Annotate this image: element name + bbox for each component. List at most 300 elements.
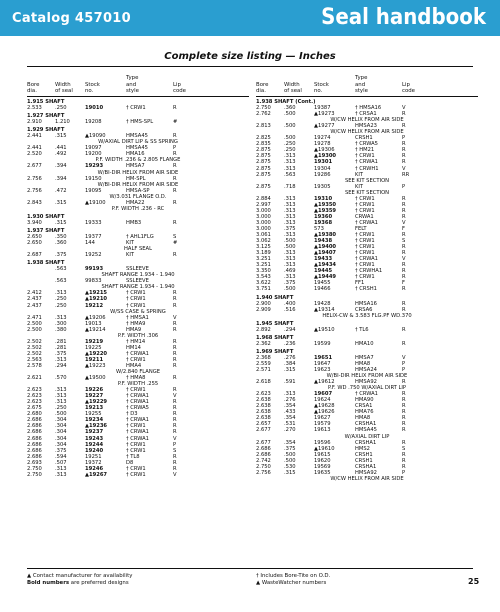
type-style: † CRW1 bbox=[355, 201, 375, 208]
stock-no: ▲19350 bbox=[314, 201, 337, 208]
bore-dia: 2.750 bbox=[27, 471, 42, 478]
lip-code: R bbox=[402, 340, 406, 347]
note-text: W/AXIAL DIRT LIP & SS SPRING bbox=[98, 139, 178, 146]
type-style: † CRW1 bbox=[126, 465, 146, 472]
seal-width: .507 bbox=[55, 459, 67, 466]
bore-dia: 2.909 bbox=[256, 306, 271, 313]
lip-code: R bbox=[402, 153, 406, 160]
column-header-type bbox=[355, 75, 368, 94]
type-style: † HMSA1 bbox=[126, 314, 149, 321]
column-header-lip-line: Lip bbox=[402, 81, 410, 88]
bore-dia: 2.502 bbox=[27, 350, 42, 357]
type-style: † CRW1 bbox=[126, 471, 146, 478]
seal-width: .350 bbox=[55, 233, 67, 240]
seal-width: .315 bbox=[55, 133, 67, 140]
column-header-stock-line: no. bbox=[314, 87, 323, 94]
type-style: † CRW1 bbox=[355, 238, 375, 245]
stock-no: ▲19100 bbox=[85, 199, 106, 206]
stock-no: 19627 bbox=[314, 415, 331, 422]
seal-width: .313 bbox=[55, 399, 67, 406]
seal-width: .433 bbox=[284, 409, 296, 416]
seal-width: .313 bbox=[284, 256, 296, 263]
type-style: † CRW1 bbox=[355, 262, 375, 269]
stock-no: 19293 bbox=[85, 163, 104, 170]
stock-no: ▲19306 bbox=[314, 147, 335, 154]
type-style: HMA22 bbox=[126, 199, 145, 206]
stock-no: 19647 bbox=[314, 360, 331, 367]
lip-code: P bbox=[402, 360, 406, 367]
lip-code: V bbox=[173, 435, 177, 442]
type-style: † CRW1 bbox=[126, 302, 146, 309]
lip-code: R bbox=[402, 409, 406, 416]
stock-no: 19150 bbox=[85, 175, 102, 182]
note-text: W/CW HELIX FROM AIR SIDE bbox=[330, 129, 404, 136]
seal-width: .276 bbox=[284, 397, 296, 404]
type-style: HMA76 bbox=[355, 409, 374, 416]
stock-no: 19010 bbox=[85, 105, 104, 112]
bore-dia: 2.677 bbox=[27, 163, 42, 170]
lip-code: R bbox=[402, 111, 406, 118]
bore-dia: 2.650 bbox=[27, 240, 42, 247]
stock-no: 19304 bbox=[314, 165, 331, 172]
stock-no: 19243 bbox=[85, 435, 104, 442]
seal-width: .304 bbox=[55, 435, 67, 442]
column-header-bore-line: Bore bbox=[27, 81, 40, 88]
stock-no: 19310 bbox=[314, 195, 333, 202]
column-header-type-line: style bbox=[355, 87, 368, 94]
lip-code: R bbox=[173, 290, 177, 297]
seal-width: .594 bbox=[55, 453, 67, 460]
bore-dia: 2.623 bbox=[256, 391, 271, 398]
bore-dia: 2.638 bbox=[256, 409, 271, 416]
seal-width: .313 bbox=[284, 201, 296, 208]
bore-dia: 3.350 bbox=[256, 268, 271, 275]
column-header-bore-line: dia. bbox=[27, 87, 37, 94]
stock-no: 19274 bbox=[314, 135, 331, 142]
table-row bbox=[27, 252, 249, 258]
bore-dia: 2.618 bbox=[256, 379, 271, 386]
bore-dia: 2.638 bbox=[256, 415, 271, 422]
bore-dia: 2.686 bbox=[27, 423, 42, 430]
stock-no: 19211 bbox=[85, 356, 104, 363]
type-style: KIT bbox=[355, 183, 364, 190]
bore-dia: 2.571 bbox=[256, 367, 271, 374]
stock-no: 573 bbox=[314, 225, 324, 232]
seal-width: .500 bbox=[284, 111, 296, 118]
lip-code: P bbox=[402, 367, 406, 374]
lip-code: R bbox=[173, 296, 177, 303]
shaft-size: 1.945 SHAFT bbox=[256, 320, 294, 327]
note-text: W/2.840 FLANGE bbox=[115, 369, 161, 376]
bore-dia: 2.756 bbox=[256, 469, 271, 476]
shaft-size: 1.927 SHAFT bbox=[27, 113, 65, 120]
column-header-lip bbox=[402, 75, 415, 94]
seal-width: .500 bbox=[284, 135, 296, 142]
bore-dia: 2.687 bbox=[27, 252, 42, 259]
type-style: † CRSH1 bbox=[355, 286, 377, 293]
seal-width: .500 bbox=[284, 286, 296, 293]
seal-width: .313 bbox=[284, 232, 296, 239]
column-header-width-line: of seal bbox=[55, 87, 73, 94]
type-style: HMA16 bbox=[126, 151, 145, 158]
bore-dia: 2.750 bbox=[256, 105, 271, 112]
type-style: † CRW1 bbox=[355, 207, 375, 214]
seal-width: .270 bbox=[284, 427, 296, 434]
type-style: † CRSA1 bbox=[355, 111, 377, 118]
bore-dia: 2.677 bbox=[256, 439, 271, 446]
type-style: KIT bbox=[355, 171, 364, 178]
bore-dia: 3.751 bbox=[256, 286, 271, 293]
bore-dia: 2.650 bbox=[27, 233, 42, 240]
stock-no: ▲19407 bbox=[314, 250, 337, 257]
stock-no: 19013 bbox=[85, 320, 102, 327]
lip-code: R bbox=[402, 195, 406, 202]
footnote-availability: ▲ Contact manufacturer for availability bbox=[27, 573, 133, 579]
lip-code: R bbox=[173, 465, 177, 472]
seal-width: .531 bbox=[284, 421, 296, 428]
stock-no: 19219 bbox=[85, 338, 104, 345]
type-style: † CRWA1 bbox=[355, 159, 378, 166]
type-style: D8 bbox=[126, 459, 134, 466]
type-style: † CRWA1 bbox=[355, 391, 378, 398]
stock-no: ▲19090 bbox=[85, 133, 106, 140]
type-style: † CRWA5 bbox=[355, 141, 378, 148]
stock-no: 19623 bbox=[314, 367, 331, 374]
right-size-table bbox=[256, 72, 478, 482]
seal-width: .250 bbox=[55, 302, 67, 309]
type-style: † TL8 bbox=[126, 453, 140, 460]
type-style: CRSH1 bbox=[355, 451, 373, 458]
type-style: HMSA45 bbox=[355, 427, 377, 434]
type-style: CRSH1 bbox=[355, 457, 373, 464]
stock-no: 99193 bbox=[85, 266, 104, 273]
type-style: HM-SPL bbox=[126, 175, 146, 182]
seal-width: .472 bbox=[55, 187, 67, 194]
type-style: SSLEEVE bbox=[126, 278, 149, 285]
seal-width: .384 bbox=[284, 360, 296, 367]
column-header-width bbox=[284, 75, 302, 94]
bore-dia: 2.756 bbox=[27, 187, 42, 194]
bore-dia: 3.000 bbox=[256, 219, 271, 226]
lip-code: R bbox=[402, 147, 406, 154]
bore-dia: 2.686 bbox=[27, 417, 42, 424]
stock-no: 19234 bbox=[85, 417, 104, 424]
lip-code: R bbox=[173, 105, 177, 112]
seal-width: .313 bbox=[284, 219, 296, 226]
lip-code: R bbox=[173, 320, 177, 327]
shaft-size: 1.929 SHAFT bbox=[27, 127, 65, 134]
lip-code: R bbox=[173, 362, 177, 369]
bore-dia: 2.892 bbox=[256, 326, 271, 333]
seal-width: .469 bbox=[284, 268, 296, 275]
bore-dia: 2.997 bbox=[256, 201, 271, 208]
stock-no: 19200 bbox=[85, 151, 102, 158]
seal-width: .236 bbox=[284, 340, 296, 347]
column-header-stock-line: no. bbox=[85, 87, 94, 94]
seal-width: .375 bbox=[55, 350, 67, 357]
type-style: HMSA7 bbox=[355, 354, 374, 361]
type-style: † HMSA16 bbox=[355, 105, 382, 112]
stock-no: ▲19510 bbox=[314, 326, 335, 333]
stock-no: 19596 bbox=[314, 439, 331, 446]
bore-dia: 2.533 bbox=[27, 105, 42, 112]
stock-no: 19227 bbox=[85, 393, 104, 400]
lip-code: R bbox=[402, 250, 406, 257]
bore-dia: 2.412 bbox=[27, 290, 42, 297]
type-style: CRSA1 bbox=[355, 403, 373, 410]
type-style: † CRWA1 bbox=[126, 417, 149, 424]
column-header-lip-line: code bbox=[173, 87, 187, 94]
column-header-type-line: Type bbox=[126, 75, 139, 82]
column-header-bore-line: Bore bbox=[256, 81, 269, 88]
type-style: HMA10 bbox=[355, 340, 374, 347]
type-style: † CRW1 bbox=[355, 195, 375, 202]
type-style: HMSA45 bbox=[126, 133, 148, 140]
lip-code: R bbox=[173, 350, 177, 357]
type-style: † HMA9 bbox=[126, 320, 146, 327]
table-row bbox=[27, 472, 249, 478]
stock-no: 19579 bbox=[314, 421, 331, 428]
lip-code: R bbox=[173, 411, 177, 418]
seal-width: .313 bbox=[55, 393, 67, 400]
lip-code: V bbox=[402, 219, 406, 226]
bore-dia: 2.578 bbox=[27, 362, 42, 369]
stock-no: 19255 bbox=[85, 411, 102, 418]
stock-no: ▲19626 bbox=[314, 409, 335, 416]
seal-width: .281 bbox=[55, 338, 67, 345]
note-text: P.F. WIDTH .255 bbox=[117, 381, 159, 388]
type-style: HMB3 bbox=[126, 219, 142, 226]
footnote-bold bbox=[27, 580, 132, 587]
seal-width: .563 bbox=[55, 278, 67, 285]
bore-dia: 2.813 bbox=[256, 123, 271, 130]
type-style: HMA90 bbox=[355, 397, 374, 404]
lip-code: V bbox=[402, 354, 406, 361]
lip-code: R bbox=[402, 268, 406, 275]
stock-no: 19620 bbox=[314, 457, 331, 464]
stock-no: 19246 bbox=[85, 465, 104, 472]
note-text: P.F. WIDTH .236 & 2.805 FLANGE bbox=[95, 157, 181, 164]
column-headers bbox=[27, 72, 249, 97]
stock-no: 19607 bbox=[314, 391, 333, 398]
footnote-bold-text: are preferred designs bbox=[69, 580, 129, 586]
seal-width: .304 bbox=[55, 423, 67, 430]
shaft-size: 1.938 SHAFT (Cont.) bbox=[256, 99, 316, 105]
type-style: † CRW1 bbox=[126, 423, 146, 430]
type-style: HMSA92 bbox=[355, 469, 377, 476]
seal-width: .375 bbox=[284, 280, 296, 287]
shaft-size: 1.930 SHAFT bbox=[27, 213, 65, 220]
seal-width: .250 bbox=[284, 147, 296, 154]
type-style: † TL6 bbox=[355, 326, 369, 333]
footnote-wastewatcher: ▲ WasteWatcher numbers bbox=[256, 580, 327, 586]
stock-no: ▲19214 bbox=[85, 326, 106, 333]
stock-no: 99833 bbox=[85, 278, 102, 285]
type-style: † CRW1 bbox=[126, 447, 146, 454]
bore-dia: 2.623 bbox=[27, 393, 42, 400]
lip-code: R bbox=[173, 405, 177, 412]
stock-no: 19213 bbox=[85, 405, 104, 412]
stock-no: 19569 bbox=[314, 463, 331, 470]
bore-dia: 3.940 bbox=[27, 219, 42, 226]
seal-width: .354 bbox=[284, 439, 296, 446]
bore-dia: 2.441 bbox=[27, 145, 42, 152]
type-style: HMA4 bbox=[126, 362, 142, 369]
lip-code: R bbox=[173, 252, 177, 259]
type-style: † CRW1 bbox=[355, 232, 375, 239]
type-style: † HM21 bbox=[355, 147, 375, 154]
stock-no: ▲19215 bbox=[85, 290, 108, 297]
stock-no: ▲19612 bbox=[314, 379, 335, 386]
stock-no: 19455 bbox=[314, 280, 331, 287]
stock-no: 19286 bbox=[314, 171, 331, 178]
stock-no: 19428 bbox=[314, 300, 331, 307]
shaft-size: 1.940 SHAFT bbox=[256, 294, 294, 301]
bore-dia: 2.638 bbox=[256, 403, 271, 410]
lip-code: P bbox=[402, 183, 406, 190]
bore-dia: 3.543 bbox=[256, 274, 271, 281]
bore-dia: 2.750 bbox=[256, 463, 271, 470]
stock-no: 19305 bbox=[314, 183, 331, 190]
bore-dia: 2.686 bbox=[256, 445, 271, 452]
stock-no: 19225 bbox=[85, 344, 102, 351]
lip-code: V bbox=[402, 105, 406, 112]
bore-dia: 2.500 bbox=[27, 326, 42, 333]
bore-dia: 2.900 bbox=[256, 300, 271, 307]
lip-code: R bbox=[173, 423, 177, 430]
type-style: CRSHA1 bbox=[355, 463, 377, 470]
note-text: W/CW HELIX FROM AIR SIDE bbox=[330, 117, 404, 124]
note-text: W/3.031 FLANGE O.D. bbox=[109, 193, 167, 200]
header-rule bbox=[256, 96, 478, 97]
stock-no: 19301 bbox=[314, 159, 333, 166]
bore-dia: 2.843 bbox=[27, 199, 42, 206]
lip-code: RR bbox=[402, 171, 410, 178]
type-style: HMSA16 bbox=[355, 300, 377, 307]
stock-no: ▲19628 bbox=[314, 403, 335, 410]
lip-code: P bbox=[402, 135, 406, 142]
bore-dia: 2.441 bbox=[27, 133, 42, 140]
lip-code: R bbox=[173, 219, 177, 226]
stock-no: ▲19610 bbox=[314, 445, 335, 452]
stock-no: ▲19449 bbox=[314, 274, 337, 281]
bore-dia: 2.686 bbox=[27, 447, 42, 454]
column-header-bore bbox=[27, 82, 39, 94]
stock-no: ▲19277 bbox=[314, 123, 335, 130]
seal-width: .516 bbox=[284, 306, 296, 313]
note-text: W/BI-DIR HELIX FROM AIR SIDE bbox=[97, 169, 179, 176]
seal-width: .718 bbox=[284, 183, 296, 190]
note-text: HELIX-CW & 3.583 FLG.PF WD.370 bbox=[322, 312, 412, 319]
stock-no: 19387 bbox=[314, 105, 331, 112]
seal-width: .315 bbox=[55, 199, 67, 206]
stock-no: ▲19220 bbox=[85, 350, 108, 357]
column-header-width bbox=[55, 75, 73, 94]
seal-width: .313 bbox=[55, 314, 67, 321]
note-text: W/BI-DIR HELIX FROM AIR SIDE bbox=[326, 373, 408, 380]
type-style: † D3 bbox=[126, 411, 138, 418]
column-header-lip-line: code bbox=[402, 87, 416, 94]
footnote-bold-label: Bold numbers bbox=[27, 580, 70, 586]
note-text: W/BI-DIR HELIX FROM AIR SIDE bbox=[97, 181, 179, 188]
lip-code: S bbox=[173, 447, 177, 454]
seal-width: .313 bbox=[55, 387, 67, 394]
seal-note bbox=[256, 476, 478, 482]
stock-no: ▲19380 bbox=[314, 232, 337, 239]
type-style: † HMS-SPL bbox=[126, 119, 154, 126]
lip-code: R bbox=[402, 123, 406, 130]
type-style: HMA8 bbox=[355, 415, 371, 422]
column-header-stock bbox=[314, 75, 329, 94]
lip-code: R bbox=[173, 175, 177, 182]
stock-no: ▲19210 bbox=[85, 296, 108, 303]
seal-width: .304 bbox=[55, 441, 67, 448]
seal-width: .400 bbox=[284, 300, 296, 307]
bore-dia: 3.125 bbox=[256, 244, 271, 251]
subtitle-rule bbox=[27, 66, 473, 67]
lip-code: S bbox=[402, 238, 406, 245]
note-text: SEE KIT SECTION bbox=[344, 189, 390, 196]
lip-code: R bbox=[173, 453, 177, 460]
lip-code: R bbox=[402, 397, 406, 404]
bore-dia: 3.000 bbox=[256, 207, 271, 214]
lip-code: R bbox=[173, 151, 177, 158]
stock-no: ▲19400 bbox=[314, 244, 337, 251]
stock-no: ▲19223 bbox=[85, 362, 106, 369]
note-text: SHAFT RANGE 1.934 - 1.940 bbox=[101, 284, 175, 291]
seal-width: .360 bbox=[55, 240, 67, 247]
stock-no: 19226 bbox=[85, 387, 104, 394]
stock-no: 144 bbox=[85, 240, 95, 247]
column-header-width-line: of seal bbox=[284, 87, 302, 94]
lip-code: V bbox=[402, 256, 406, 263]
stock-no: ▲19206 bbox=[85, 314, 106, 321]
bore-dia: 2.825 bbox=[256, 135, 271, 142]
type-style: HMSA24 bbox=[355, 367, 377, 374]
bore-dia: 2.437 bbox=[27, 302, 42, 309]
type-style: CRSHA1 bbox=[355, 421, 377, 428]
lip-code: R bbox=[402, 457, 406, 464]
lip-code: R bbox=[402, 451, 406, 458]
type-style: † HM14 bbox=[126, 338, 146, 345]
seal-width: .375 bbox=[55, 447, 67, 454]
bore-dia: 2.875 bbox=[256, 147, 271, 154]
stock-no: 19240 bbox=[85, 447, 104, 454]
type-style: † CRW1 bbox=[126, 441, 146, 448]
type-style: † CRWA1 bbox=[126, 435, 149, 442]
lip-code: R bbox=[402, 306, 406, 313]
bore-dia: 2.623 bbox=[27, 387, 42, 394]
column-header-stock-line: Stock bbox=[314, 81, 329, 88]
stock-no: 19251 bbox=[85, 453, 102, 460]
bore-dia: 2.368 bbox=[256, 354, 271, 361]
type-style: KIT bbox=[126, 252, 135, 259]
seal-note bbox=[256, 313, 478, 319]
bore-dia: 2.621 bbox=[27, 375, 42, 382]
seal-width: .313 bbox=[284, 159, 296, 166]
stock-no: 19635 bbox=[314, 469, 331, 476]
stock-no: 19360 bbox=[314, 213, 333, 220]
lip-code: R bbox=[173, 429, 177, 436]
seal-width: .500 bbox=[284, 451, 296, 458]
type-style: CRSHA1 bbox=[355, 439, 377, 446]
type-style: † CRWA1 bbox=[126, 399, 149, 406]
type-style: † CRW1 bbox=[355, 153, 375, 160]
table-row bbox=[27, 105, 249, 111]
bore-dia: 2.623 bbox=[27, 399, 42, 406]
lip-code: R bbox=[402, 201, 406, 208]
note-text: W/CW HELIX FROM AIR SIDE bbox=[330, 475, 404, 482]
